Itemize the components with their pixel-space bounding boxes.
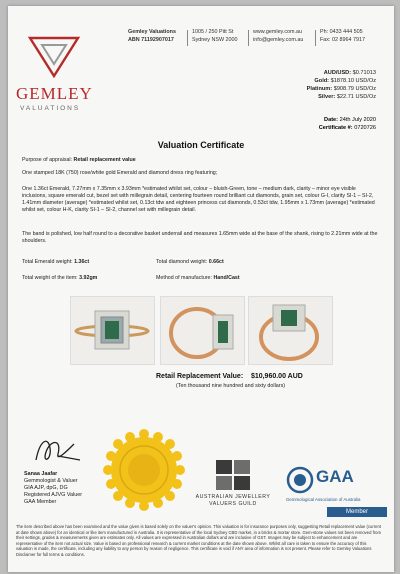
item-weight: Total weight of the item: 3.92gm bbox=[22, 275, 98, 281]
valuer-details bbox=[24, 471, 82, 506]
address-line-1: 1005 / 250 Pitt St bbox=[192, 29, 234, 35]
ring-photo-side bbox=[160, 296, 245, 365]
document-title: Valuation Certificate bbox=[157, 140, 245, 150]
value-in-words: (Ten thousand nine hundred and sixty dollars) bbox=[176, 383, 286, 389]
purpose-line: Purpose of appraisal: Retail replacement value bbox=[22, 157, 136, 163]
divider bbox=[248, 30, 249, 46]
fax-number: Fax: 02 8964 7917 bbox=[320, 37, 365, 43]
divider bbox=[315, 30, 316, 46]
valuer-name: Sanaa Jaafar bbox=[24, 471, 58, 477]
valuer-membership: GAA Member bbox=[24, 499, 57, 505]
valuer-role: Gemmologist & Valuer bbox=[24, 478, 78, 484]
date-row: Date: 24th July 2020 bbox=[324, 117, 376, 123]
gaa-emblem-icon bbox=[286, 466, 314, 494]
address-block bbox=[192, 28, 238, 44]
certificate-sheet bbox=[8, 6, 394, 572]
ajvg-name-line-1: AUSTRALIAN JEWELLERY bbox=[195, 494, 271, 500]
rate-row: Platinum: $908.79 USD/Oz bbox=[306, 86, 376, 92]
ajvg-logo bbox=[188, 459, 278, 508]
brand-name: GEMLEY bbox=[16, 84, 93, 103]
retail-value: Retail Replacement Value: $10,960.00 AUD bbox=[156, 373, 303, 380]
paragraph-intro: One stamped 18K (750) rose/white gold Emerald and diamond dress ring featuring; bbox=[22, 170, 218, 176]
certificate-row: Certificate #: 0720726 bbox=[318, 125, 376, 131]
company-abn: ABN 71192907017 bbox=[128, 37, 174, 43]
rate-row: AUD/USD: $0.71013 bbox=[323, 70, 376, 76]
paragraph-band: The band is polished, low half round to a decorative basket underrail and measures 1.65mm wide at the base of the shank, rising to 2.21mm wide at the shoulders. bbox=[22, 231, 378, 244]
date-block bbox=[319, 116, 376, 132]
email-link[interactable]: info@gemley.com.au bbox=[253, 37, 304, 43]
rate-row: Gold: $1878.10 USD/Oz bbox=[314, 78, 376, 84]
website-link[interactable]: www.gemley.com.au bbox=[253, 29, 303, 35]
ajvg-name-line-2: VALUERS GUILD bbox=[209, 501, 257, 507]
ring-photo-top bbox=[70, 296, 155, 365]
divider bbox=[187, 30, 188, 46]
address-line-2: Sydney NSW 2000 bbox=[192, 37, 238, 43]
brand-subtitle: VALUATIONS bbox=[20, 105, 81, 112]
company-name: Gemley Valuations bbox=[128, 29, 176, 35]
phone-number: Ph: 0433 444 505 bbox=[320, 29, 363, 35]
rate-row: Silver: $22.71 USD/Oz bbox=[318, 94, 376, 100]
valuer-registration: Registered AJVG Valuer bbox=[24, 492, 83, 498]
emerald-weight: Total Emerald weight: 1.36ct bbox=[22, 259, 90, 265]
valuer-signature bbox=[28, 430, 88, 475]
paragraph-description: One 1.36ct Emerald, 7.27mm x 7.35mm x 3.93mm *estimated whilst set, colour – bluish-Green, tone – medium dark, clarity – minor eye visible inclusions, square emerald cut, bezel set with millegrain detail, centering fourteen round brilliant cut diamonds, grain set, colour G-I, clarity SI-1 – SI-2, 1.41mm diameter (average) *estimated whilst set, 0.13ct tdw and eighteen princess cut diamonds, 0.53ct tdw, 1.95mm x 1.73mm (average) *estimated whilst set, colour H-K, clarity SI-1 – SI-2, channel set with millegrain detail. bbox=[22, 186, 375, 213]
disclaimer-text: The item described above has been examined and the value given is based solely on the valuer's opinion. This valuation is for insurance purposes only, suggesting Retail replacement value (current at date shown above) for an identical or like item manufactured in Australia. It is representative of the local Sydney CBD market, in a bricks & mortar store. Gem-stone values not been removed from their settings, grades & measurements given are estimates only. All values are expressed in Australian dollars and are inclusive of GST. Images may be subject to enhancement and are representative of the item not actual size. Value is based on professional research & current market conditions at the date shown above. Whilst all care is taken to ensure the accuracy of this valuation is made, the certificate, including any liability to any person by reason of negligence. This certificate is void if ANY area of information is not present. Please refer to Gemley Valuations Disclaimer for full terms & conditions. bbox=[16, 524, 381, 557]
gemley-logo bbox=[24, 34, 114, 80]
gaa-name: GAA bbox=[316, 467, 354, 486]
valuer-qualifications: GIA AJP, dpG, DG bbox=[24, 485, 68, 491]
company-block bbox=[128, 28, 176, 44]
manufacture-method: Method of manufacture: Hand/Cast bbox=[156, 275, 240, 281]
gaa-full-name: Gemmological Association of Australia bbox=[286, 497, 361, 502]
gaa-member-badge: Member bbox=[327, 507, 387, 517]
phone-block bbox=[320, 28, 365, 44]
ring-photo-angle bbox=[248, 296, 333, 365]
diamond-weight: Total diamond weight: 0.66ct bbox=[156, 259, 224, 265]
web-block bbox=[253, 28, 303, 44]
metal-rates bbox=[307, 69, 376, 101]
gold-seal-icon bbox=[103, 429, 185, 511]
